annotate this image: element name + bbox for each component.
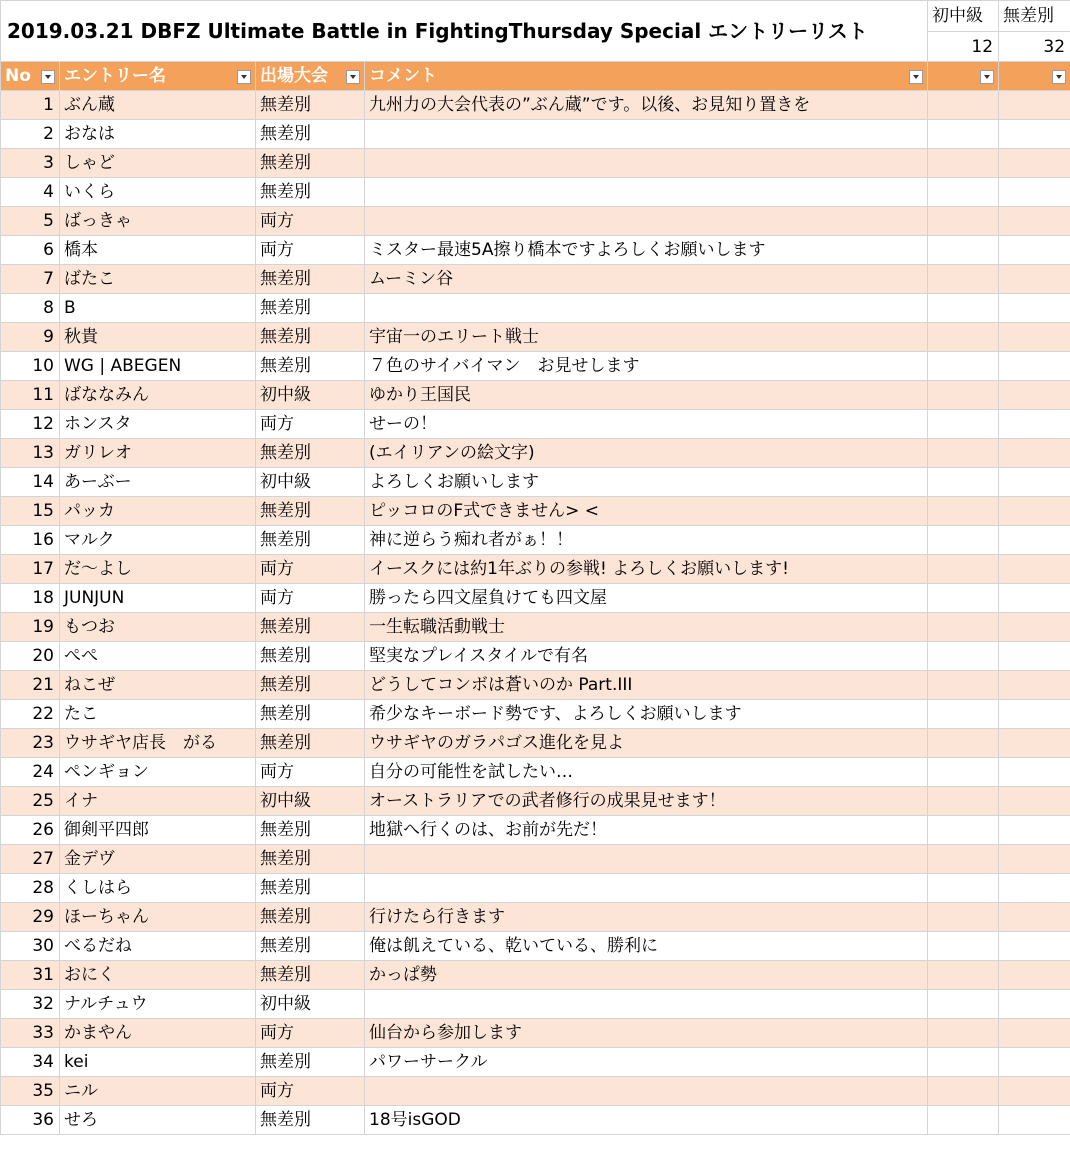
cell-event[interactable]: 無差別 <box>256 874 365 903</box>
cell-comment[interactable] <box>365 294 928 323</box>
cell-event[interactable]: 無差別 <box>256 178 365 207</box>
cell-comment[interactable]: (エイリアンの絵文字) <box>365 439 928 468</box>
cell-empty[interactable] <box>999 149 1070 178</box>
table-row <box>1 903 1070 932</box>
cell-entry-name[interactable]: パッカ <box>60 497 256 526</box>
cell-no[interactable]: 31 <box>1 961 60 990</box>
table-row <box>1 149 1070 178</box>
table-row <box>1 439 1070 468</box>
cell-event[interactable]: 無差別 <box>256 1106 365 1135</box>
cell-comment[interactable]: 宇宙一のエリート戦士 <box>365 323 928 352</box>
table-row <box>1 323 1070 352</box>
cell-event[interactable]: 無差別 <box>256 729 365 758</box>
cell-empty[interactable] <box>999 787 1070 816</box>
cell-comment[interactable] <box>365 1077 928 1106</box>
cell-entry-name[interactable]: だ〜よし <box>60 555 256 584</box>
cell-no[interactable]: 25 <box>1 787 60 816</box>
cell-no[interactable]: 17 <box>1 555 60 584</box>
cell-comment[interactable]: イースクには約1年ぶりの参戦! よろしくお願いします! <box>365 555 928 584</box>
cell-entry-name[interactable]: あーぶー <box>60 468 256 497</box>
cell-no[interactable]: 35 <box>1 1077 60 1106</box>
cell-event[interactable]: 無差別 <box>256 91 365 120</box>
table-row <box>1 671 1070 700</box>
cell-empty[interactable] <box>928 1019 999 1048</box>
cell-empty[interactable] <box>928 961 999 990</box>
table-row <box>1 932 1070 961</box>
cell-empty[interactable] <box>928 526 999 555</box>
cell-empty[interactable] <box>928 468 999 497</box>
cell-empty[interactable] <box>928 613 999 642</box>
cell-empty[interactable] <box>928 816 999 845</box>
cell-empty[interactable] <box>928 700 999 729</box>
cell-comment[interactable] <box>365 207 928 236</box>
cell-event[interactable]: 両方 <box>256 236 365 265</box>
cell-comment[interactable]: 18号isGOD <box>365 1106 928 1135</box>
cell-empty[interactable] <box>999 236 1070 265</box>
cell-no[interactable]: 26 <box>1 816 60 845</box>
beginner-count-label[interactable]: 初中級 <box>928 1 999 32</box>
cell-empty[interactable] <box>999 642 1070 671</box>
cell-event[interactable]: 無差別 <box>256 903 365 932</box>
cell-empty[interactable] <box>999 497 1070 526</box>
cell-event[interactable]: 両方 <box>256 1019 365 1048</box>
cell-event[interactable]: 無差別 <box>256 700 365 729</box>
cell-event[interactable]: 無差別 <box>256 149 365 178</box>
cell-event[interactable]: 無差別 <box>256 845 365 874</box>
table-row <box>1 729 1070 758</box>
cell-event[interactable]: 無差別 <box>256 816 365 845</box>
cell-empty[interactable] <box>999 729 1070 758</box>
cell-entry-name[interactable]: 橋本 <box>60 236 256 265</box>
cell-no[interactable]: 27 <box>1 845 60 874</box>
filter-dropdown-icon[interactable] <box>1052 70 1066 84</box>
cell-entry-name[interactable]: いくら <box>60 178 256 207</box>
cell-entry-name[interactable]: もつお <box>60 613 256 642</box>
cell-empty[interactable] <box>999 207 1070 236</box>
cell-empty[interactable] <box>928 120 999 149</box>
beginner-count-value[interactable]: 12 <box>928 32 999 62</box>
cell-empty[interactable] <box>928 236 999 265</box>
cell-event[interactable]: 無差別 <box>256 352 365 381</box>
cell-comment[interactable]: どうしてコンボは蒼いのか Part.III <box>365 671 928 700</box>
cell-comment[interactable]: ウサギヤのガラパゴス進化を見よ <box>365 729 928 758</box>
table-row <box>1 874 1070 903</box>
cell-comment[interactable]: 九州力の大会代表の”ぶん蔵”です。以後、お見知り置きを <box>365 91 928 120</box>
table-row <box>1 265 1070 294</box>
cell-empty[interactable] <box>928 91 999 120</box>
cell-comment[interactable] <box>365 178 928 207</box>
cell-no[interactable]: 29 <box>1 903 60 932</box>
cell-event[interactable]: 両方 <box>256 584 365 613</box>
cell-no[interactable]: 32 <box>1 990 60 1019</box>
table-row <box>1 700 1070 729</box>
cell-comment[interactable] <box>365 845 928 874</box>
cell-event[interactable]: 両方 <box>256 1077 365 1106</box>
cell-comment[interactable]: 俺は飢えている、乾いている、勝利に <box>365 932 928 961</box>
open-count-value[interactable]: 32 <box>999 32 1070 62</box>
cell-entry-name[interactable]: 金デヴ <box>60 845 256 874</box>
cell-comment[interactable]: かっぱ勢 <box>365 961 928 990</box>
cell-entry-name[interactable]: WG | ABEGEN <box>60 352 256 381</box>
cell-empty[interactable] <box>999 439 1070 468</box>
cell-event[interactable]: 無差別 <box>256 671 365 700</box>
cell-empty[interactable] <box>999 874 1070 903</box>
cell-no[interactable]: 23 <box>1 729 60 758</box>
cell-no[interactable]: 5 <box>1 207 60 236</box>
cell-no[interactable]: 19 <box>1 613 60 642</box>
col-header-name[interactable] <box>60 62 256 91</box>
table-row <box>1 526 1070 555</box>
cell-event[interactable]: 無差別 <box>256 1048 365 1077</box>
cell-comment[interactable] <box>365 120 928 149</box>
cell-event[interactable]: 初中級 <box>256 381 365 410</box>
cell-empty[interactable] <box>928 671 999 700</box>
cell-entry-name[interactable]: ねこぜ <box>60 671 256 700</box>
cell-comment[interactable]: ７色のサイバイマン お見せします <box>365 352 928 381</box>
table-row <box>1 468 1070 497</box>
cell-empty[interactable] <box>999 178 1070 207</box>
table-row <box>1 555 1070 584</box>
cell-event[interactable]: 無差別 <box>256 642 365 671</box>
table-row <box>1 1048 1070 1077</box>
cell-empty[interactable] <box>999 671 1070 700</box>
cell-comment[interactable]: せーの！ <box>365 410 928 439</box>
cell-comment[interactable]: 神に逆らう痴れ者がぁ！！ <box>365 526 928 555</box>
table-row <box>1 613 1070 642</box>
cell-no[interactable]: 1 <box>1 91 60 120</box>
cell-event[interactable]: 初中級 <box>256 787 365 816</box>
cell-empty[interactable] <box>999 410 1070 439</box>
table-row <box>1 816 1070 845</box>
cell-no[interactable]: 10 <box>1 352 60 381</box>
cell-no[interactable]: 8 <box>1 294 60 323</box>
cell-empty[interactable] <box>928 294 999 323</box>
cell-entry-name[interactable]: くしはら <box>60 874 256 903</box>
cell-entry-name[interactable]: ばたこ <box>60 265 256 294</box>
cell-empty[interactable] <box>999 555 1070 584</box>
cell-empty[interactable] <box>928 1077 999 1106</box>
cell-empty[interactable] <box>999 903 1070 932</box>
cell-event[interactable]: 無差別 <box>256 961 365 990</box>
cell-comment[interactable]: ゆかり王国民 <box>365 381 928 410</box>
cell-comment[interactable]: ミスター最速5A擦り橋本ですよろしくお願いします <box>365 236 928 265</box>
cell-no[interactable]: 22 <box>1 700 60 729</box>
cell-entry-name[interactable]: ペンギョン <box>60 758 256 787</box>
cell-event[interactable]: 無差別 <box>256 294 365 323</box>
cell-empty[interactable] <box>928 1048 999 1077</box>
cell-event[interactable]: 初中級 <box>256 468 365 497</box>
col-header-event[interactable] <box>256 62 365 91</box>
cell-entry-name[interactable]: せろ <box>60 1106 256 1135</box>
cell-no[interactable]: 16 <box>1 526 60 555</box>
cell-empty[interactable] <box>999 265 1070 294</box>
cell-comment[interactable]: ピッコロのF式できません> < <box>365 497 928 526</box>
table-row <box>1 758 1070 787</box>
cell-no[interactable]: 15 <box>1 497 60 526</box>
cell-event[interactable]: 両方 <box>256 555 365 584</box>
cell-empty[interactable] <box>928 729 999 758</box>
title-row <box>1 1 1070 32</box>
cell-comment[interactable]: 希少なキーボード勢です、よろしくお願いします <box>365 700 928 729</box>
cell-entry-name[interactable]: 秋貴 <box>60 323 256 352</box>
cell-no[interactable]: 13 <box>1 439 60 468</box>
cell-entry-name[interactable]: ニル <box>60 1077 256 1106</box>
col-header-extra-2[interactable] <box>999 62 1070 91</box>
cell-empty[interactable] <box>999 613 1070 642</box>
cell-entry-name[interactable]: B <box>60 294 256 323</box>
cell-no[interactable]: 2 <box>1 120 60 149</box>
cell-entry-name[interactable]: かまやん <box>60 1019 256 1048</box>
table-row <box>1 1019 1070 1048</box>
cell-empty[interactable] <box>928 787 999 816</box>
cell-empty[interactable] <box>928 149 999 178</box>
cell-empty[interactable] <box>928 874 999 903</box>
cell-event[interactable]: 無差別 <box>256 932 365 961</box>
cell-no[interactable]: 20 <box>1 642 60 671</box>
cell-entry-name[interactable]: ウサギヤ店長 がる <box>60 729 256 758</box>
cell-entry-name[interactable]: イナ <box>60 787 256 816</box>
cell-empty[interactable] <box>928 1106 999 1135</box>
cell-empty[interactable] <box>999 1019 1070 1048</box>
cell-empty[interactable] <box>928 584 999 613</box>
cell-comment[interactable]: 一生転職活動戦士 <box>365 613 928 642</box>
cell-event[interactable]: 無差別 <box>256 323 365 352</box>
cell-comment[interactable]: よろしくお願いします <box>365 468 928 497</box>
cell-empty[interactable] <box>999 816 1070 845</box>
cell-empty[interactable] <box>999 1077 1070 1106</box>
cell-no[interactable]: 6 <box>1 236 60 265</box>
col-header-comment-label: コメント <box>369 66 437 86</box>
cell-entry-name[interactable]: ばななみん <box>60 381 256 410</box>
cell-entry-name[interactable]: ほーちゃん <box>60 903 256 932</box>
cell-empty[interactable] <box>999 120 1070 149</box>
cell-entry-name[interactable]: べるだね <box>60 932 256 961</box>
table-row <box>1 236 1070 265</box>
cell-empty[interactable] <box>928 497 999 526</box>
table-row <box>1 1106 1070 1135</box>
cell-entry-name[interactable]: JUNJUN <box>60 584 256 613</box>
cell-empty[interactable] <box>928 439 999 468</box>
cell-entry-name[interactable]: ホンスタ <box>60 410 256 439</box>
cell-comment[interactable] <box>365 149 928 178</box>
table-row <box>1 120 1070 149</box>
cell-no[interactable]: 24 <box>1 758 60 787</box>
cell-empty[interactable] <box>999 584 1070 613</box>
cell-event[interactable]: 両方 <box>256 207 365 236</box>
table-row <box>1 584 1070 613</box>
cell-event[interactable]: 無差別 <box>256 120 365 149</box>
cell-no[interactable]: 36 <box>1 1106 60 1135</box>
cell-comment[interactable]: 勝ったら四文屋負けても四文屋 <box>365 584 928 613</box>
table-row <box>1 990 1070 1019</box>
cell-comment[interactable]: オーストラリアでの武者修行の成果見せます！ <box>365 787 928 816</box>
cell-empty[interactable] <box>928 758 999 787</box>
cell-comment[interactable]: 地獄へ行くのは、お前が先だ！ <box>365 816 928 845</box>
cell-no[interactable]: 4 <box>1 178 60 207</box>
table-row <box>1 178 1070 207</box>
col-header-comment[interactable] <box>365 62 928 91</box>
cell-empty[interactable] <box>928 381 999 410</box>
cell-event[interactable]: 両方 <box>256 410 365 439</box>
table-row <box>1 207 1070 236</box>
cell-entry-name[interactable]: ガリレオ <box>60 439 256 468</box>
cell-empty[interactable] <box>928 265 999 294</box>
cell-entry-name[interactable]: たこ <box>60 700 256 729</box>
filter-dropdown-icon[interactable] <box>41 70 55 84</box>
cell-empty[interactable] <box>928 323 999 352</box>
header-row <box>1 62 1070 91</box>
cell-entry-name[interactable]: マルク <box>60 526 256 555</box>
cell-empty[interactable] <box>999 758 1070 787</box>
cell-empty[interactable] <box>928 410 999 439</box>
cell-entry-name[interactable]: kei <box>60 1048 256 1077</box>
cell-empty[interactable] <box>928 207 999 236</box>
cell-empty[interactable] <box>999 961 1070 990</box>
cell-entry-name[interactable]: ばっきゃ <box>60 207 256 236</box>
cell-empty[interactable] <box>999 294 1070 323</box>
cell-empty[interactable] <box>928 642 999 671</box>
table-row <box>1 381 1070 410</box>
sheet-title: 2019.03.21 DBFZ Ultimate Battle in FightingThursday Special エントリーリスト <box>1 1 928 62</box>
cell-event[interactable]: 両方 <box>256 758 365 787</box>
table-row <box>1 642 1070 671</box>
filter-dropdown-icon[interactable] <box>237 70 251 84</box>
cell-entry-name[interactable]: ぺぺ <box>60 642 256 671</box>
cell-empty[interactable] <box>928 903 999 932</box>
cell-comment[interactable] <box>365 990 928 1019</box>
table-row <box>1 91 1070 120</box>
cell-empty[interactable] <box>999 1048 1070 1077</box>
cell-empty[interactable] <box>999 352 1070 381</box>
cell-comment[interactable]: 行けたら行きます <box>365 903 928 932</box>
cell-empty[interactable] <box>999 932 1070 961</box>
cell-empty[interactable] <box>928 845 999 874</box>
cell-no[interactable]: 30 <box>1 932 60 961</box>
table-row <box>1 845 1070 874</box>
table-row <box>1 294 1070 323</box>
col-header-extra-1[interactable] <box>928 62 999 91</box>
cell-no[interactable]: 9 <box>1 323 60 352</box>
cell-comment[interactable]: ムーミン谷 <box>365 265 928 294</box>
cell-comment[interactable]: 堅実なプレイスタイルで有名 <box>365 642 928 671</box>
cell-no[interactable]: 33 <box>1 1019 60 1048</box>
col-header-no-label: No <box>5 66 31 86</box>
cell-empty[interactable] <box>928 555 999 584</box>
cell-event[interactable]: 無差別 <box>256 497 365 526</box>
cell-empty[interactable] <box>999 845 1070 874</box>
cell-event[interactable]: 初中級 <box>256 990 365 1019</box>
cell-no[interactable]: 12 <box>1 410 60 439</box>
cell-entry-name[interactable]: 御剣平四郎 <box>60 816 256 845</box>
cell-no[interactable]: 34 <box>1 1048 60 1077</box>
cell-empty[interactable] <box>928 990 999 1019</box>
cell-entry-name[interactable]: おにく <box>60 961 256 990</box>
cell-event[interactable]: 無差別 <box>256 439 365 468</box>
cell-empty[interactable] <box>999 700 1070 729</box>
table-row <box>1 497 1070 526</box>
cell-no[interactable]: 14 <box>1 468 60 497</box>
cell-no[interactable]: 21 <box>1 671 60 700</box>
cell-empty[interactable] <box>999 526 1070 555</box>
cell-entry-name[interactable]: ぶん蔵 <box>60 91 256 120</box>
cell-empty[interactable] <box>928 932 999 961</box>
cell-entry-name[interactable]: ナルチュウ <box>60 990 256 1019</box>
table-row <box>1 961 1070 990</box>
cell-empty[interactable] <box>999 468 1070 497</box>
col-header-name-label: エントリー名 <box>64 66 166 86</box>
filter-dropdown-icon[interactable] <box>909 70 923 84</box>
cell-event[interactable]: 無差別 <box>256 526 365 555</box>
cell-empty[interactable] <box>999 1106 1070 1135</box>
cell-no[interactable]: 28 <box>1 874 60 903</box>
cell-empty[interactable] <box>999 91 1070 120</box>
cell-event[interactable]: 無差別 <box>256 265 365 294</box>
cell-no[interactable]: 7 <box>1 265 60 294</box>
table-row <box>1 1077 1070 1106</box>
cell-comment[interactable]: 自分の可能性を試したい… <box>365 758 928 787</box>
cell-event[interactable]: 無差別 <box>256 613 365 642</box>
col-header-no[interactable] <box>1 62 60 91</box>
table-row <box>1 787 1070 816</box>
filter-dropdown-icon[interactable] <box>346 70 360 84</box>
cell-no[interactable]: 18 <box>1 584 60 613</box>
cell-comment[interactable]: 仙台から参加します <box>365 1019 928 1048</box>
col-header-event-label: 出場大会 <box>260 66 328 86</box>
filter-dropdown-icon[interactable] <box>980 70 994 84</box>
cell-entry-name[interactable]: おなは <box>60 120 256 149</box>
cell-empty[interactable] <box>999 381 1070 410</box>
cell-comment[interactable]: パワーサークル <box>365 1048 928 1077</box>
cell-empty[interactable] <box>999 990 1070 1019</box>
cell-empty[interactable] <box>928 178 999 207</box>
cell-entry-name[interactable]: しゃど <box>60 149 256 178</box>
cell-empty[interactable] <box>928 352 999 381</box>
cell-comment[interactable] <box>365 874 928 903</box>
table-row <box>1 410 1070 439</box>
table-row <box>1 352 1070 381</box>
cell-no[interactable]: 3 <box>1 149 60 178</box>
cell-empty[interactable] <box>999 323 1070 352</box>
open-count-label[interactable]: 無差別 <box>999 1 1070 32</box>
cell-no[interactable]: 11 <box>1 381 60 410</box>
